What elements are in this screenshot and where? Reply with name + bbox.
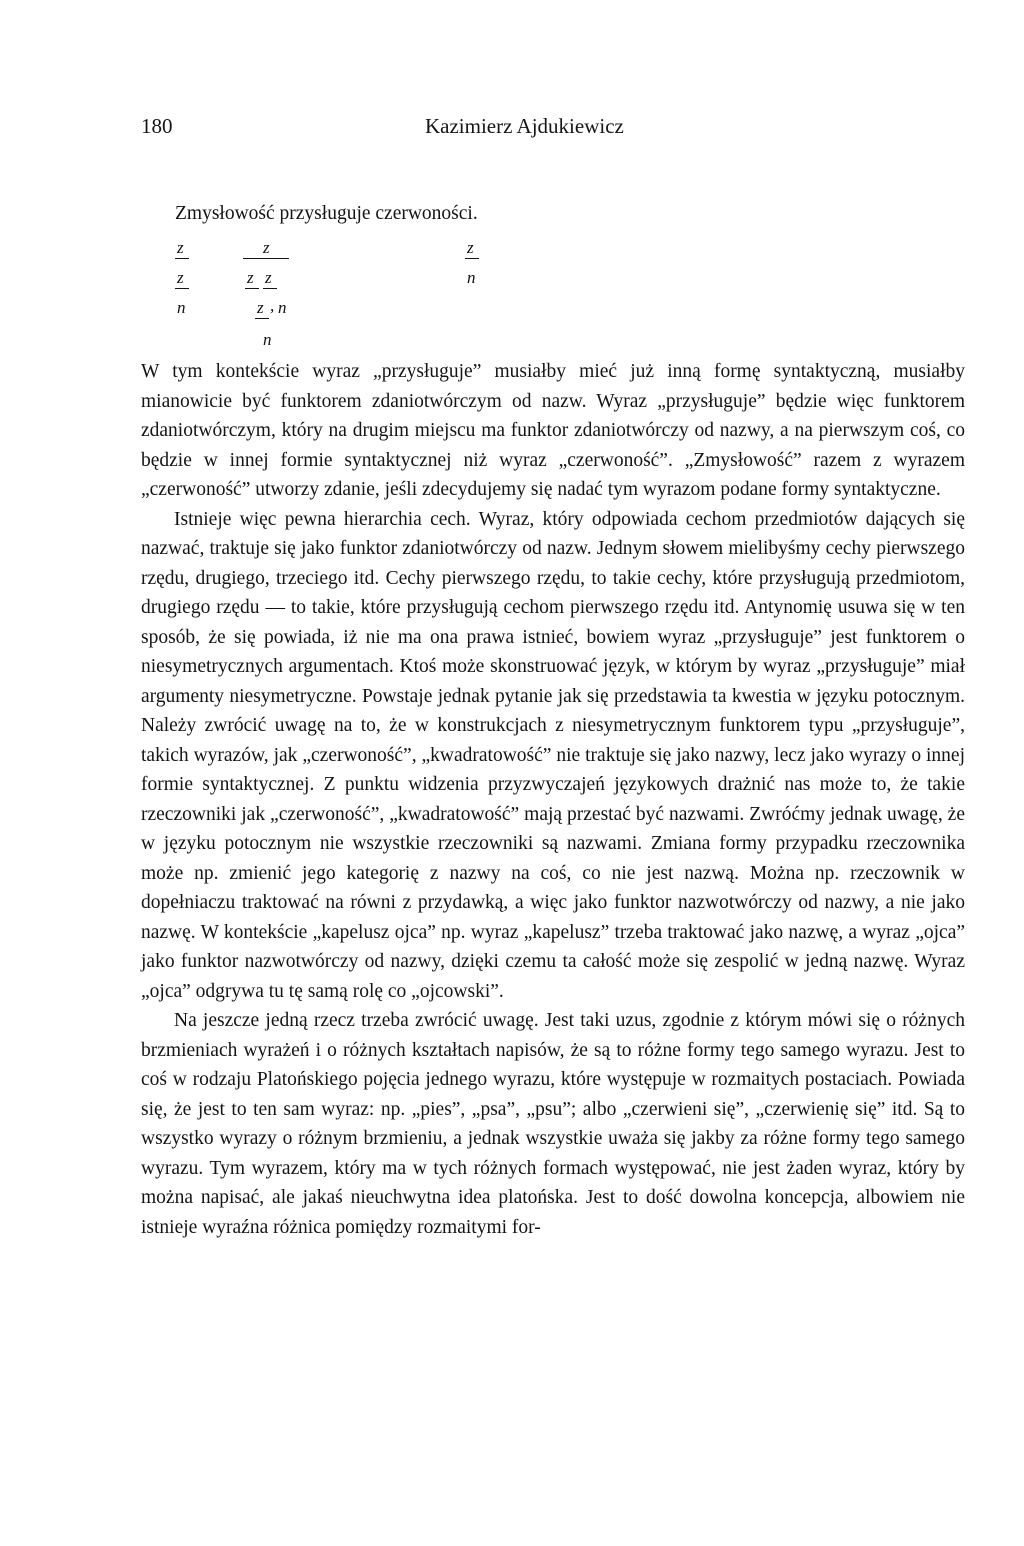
formula-a-den-num: z	[177, 268, 184, 287]
formula-c-bar	[465, 258, 479, 259]
formula-b-mid1: z	[247, 268, 254, 287]
formula-b-mid2: z	[265, 268, 272, 287]
running-head: Kazimierz Ajdukiewicz	[425, 114, 624, 138]
body-text	[141, 357, 965, 1242]
paragraph-2: Istnieje więc pewna hierarchia cech. Wyraz, który odpowiada cechom przedmiotów dających się nazwać, traktuje się jako funktor zdaniotwórczy od nazw. Jednym słowem mielibyśmy cechy pierwszego rzędu, drugiego, trzeciego itd. Cechy pierwszego rzędu, to takie cechy, które przysługują przedmiotom, drugiego rzędu — to takie, które przysługują cechom pierwszego rzędu itd. Antynomię usuwa się w ten sposób, że się powiada, iż nie ma ona prawa istnieć, bowiem wyraz „przysługuje” jest funktorem o niesymetrycznych argumentach. Ktoś może skonstruować język, w którym by wyraz „przysługuje” miał argumenty niesymetryczne. Powstaje jednak pytanie jak się przedstawia ta kwestia w języku potocznym. Należy zwrócić uwagę na to, że w konstrukcjach z niesymetrycznym funktorem typu „przysługuje”, takich wyrazów, jak „czerwoność”, „kwadratowość” nie traktuje się jako nazwy, lecz jako wyrazy o innej formie syntaktycznej. Z punktu widzenia przyzwyczajeń językowych drażnić nas może to, że takie rzeczowniki jak „czerwoność”, „kwadratowość” mają przestać być nazwami. Zwróćmy jednak uwagę, że w języku potocznym nie wszystkie rzeczowniki są nazwami. Zmiana formy przypadku rzeczownika może np. zmienić jego kategorię z nazwy na coś, co nie jest nazwą. Można np. rzeczownik w dopełniaczu traktować na równi z przydawką, a więc jako funktor nazwotwórczy od nazwy, a nie jako nazwę. W kontekście „kapelusz ojca” np. wyraz „kapelusz” trzeba traktować jako nazwę, a wyraz „ojca” jako funktor nazwotwórczy od nazwy, dzięki czemu ta całość może się zespolić w jedną nazwę. Wyraz „ojca” odgrywa tu tę samą rolę co „ojcowski”.	[141, 508, 965, 1002]
formula-b-inner-bar	[255, 318, 269, 319]
formula-c-den: n	[467, 268, 476, 287]
paragraph-3: Na jeszcze jedną rzecz trzeba zwrócić uwagę. Jest taki uzus, zgodnie z którym mówi się o różnych brzmieniach wyrażeń i o różnych kształtach napisów, że są to różne formy tego samego wyrazu. Jest to coś w rodzaju Platońskiego pojęcia jednego wyrazu, które występuje w rozmaitych postaciach. Powiada się, że jest to ten sam wyraz: np. „pies”, „psa”, „psu”; albo „czerwieni się”, „czerwienię się” itd. Są to wszystko wyrazy o różnym brzmieniu, a jednak wszystkie uważa się jakby za różne formy tego samego wyrazu. Tym wyrazem, który ma w tych różnych formach występować, nie jest żaden wyraz, który by można napisać, ale jakaś nieuchwytna idea platońska. Jest to dość dowolna koncepcja, albowiem nie istnieje wyraźna różnica pomiędzy rozmaitymi for-	[141, 1010, 965, 1238]
formula-b-bottom: n	[263, 330, 272, 349]
formula-b-top: z	[263, 238, 270, 257]
formula-b-n1: n	[278, 298, 287, 317]
formula-b-mid1-bar	[245, 288, 259, 289]
formula-c-num: z	[467, 238, 474, 257]
formula-b-comma: ,	[270, 296, 275, 315]
formula-b-mid2-bar	[263, 288, 277, 289]
formula-a-bar	[175, 258, 189, 259]
formula-a-den-den: n	[177, 298, 186, 317]
formula-a-num: z	[177, 238, 184, 257]
formula-a-den-bar	[175, 288, 189, 289]
intro-sentence: Zmysłowość przysługuje czerwoności.	[175, 203, 478, 224]
paragraph-1: W tym kontekście wyraz „przysługuje” musiałby mieć już inną formę syntaktyczną, musiałby mianowicie być funktorem zdaniotwórczym od nazw. Wyraz „przysługuje” będzie więc funktorem zdaniotwórczym, który na drugim miejscu ma funktor zdaniotwórczy od nazwy, a na pierwszym coś, co będzie w innej formie syntaktycznej niż wyraz „czerwoność”. „Zmysłowość” razem z wyrazem „czerwoność” utworzy zdanie, jeśli zdecydujemy się nadać tym wyrazom podane formy syntaktyczne.	[141, 361, 965, 500]
formula-b-mid2-den: z	[257, 298, 264, 317]
page-header	[141, 114, 965, 146]
formula-b-main-bar	[243, 258, 289, 259]
page-number: 180	[141, 114, 173, 138]
